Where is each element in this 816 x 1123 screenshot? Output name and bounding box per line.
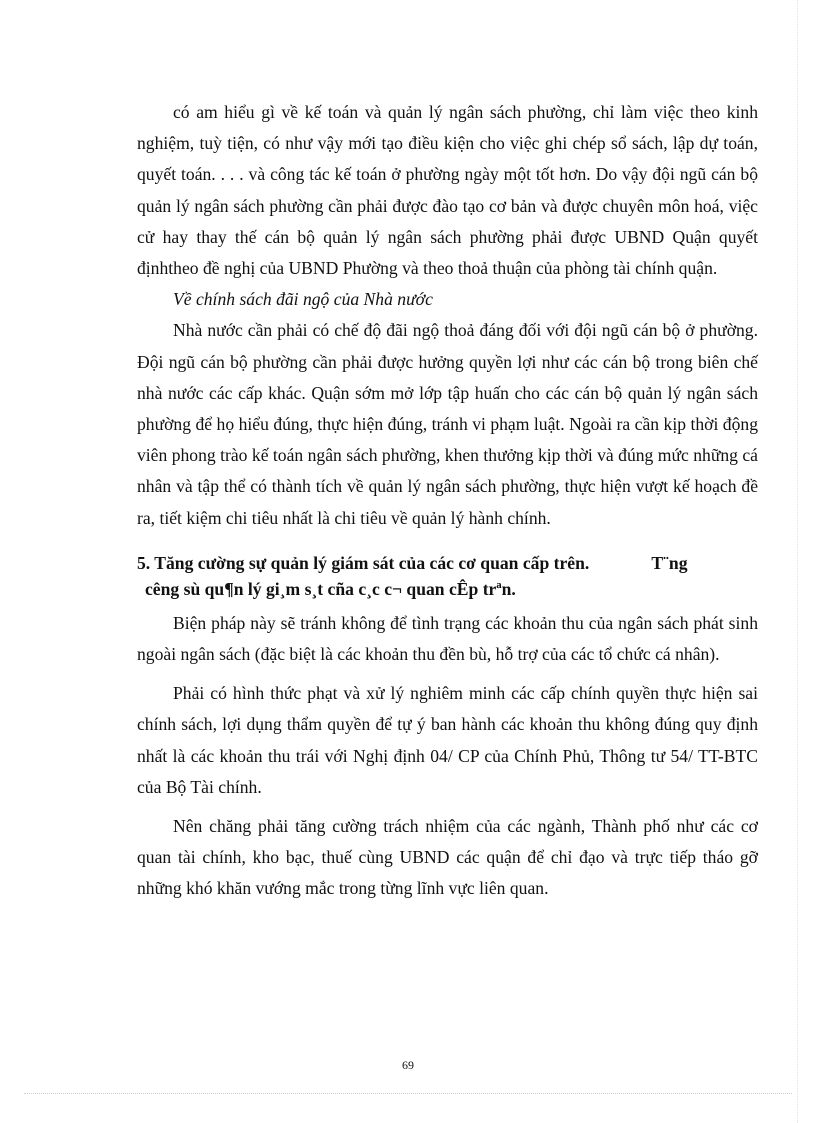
page-edge-divider <box>797 0 798 1123</box>
page-number: 69 <box>402 1058 414 1072</box>
paragraph-cadre-training: có am hiểu gì về kế toán và quản lý ngân sách phường, chỉ làm việc theo kinh nghiệm, tuỳ tiện, có như vậy mới tạo điều kiện cho việc ghi chép sổ sách, lập dự toán, quyết toán. . . . và công tác kế toán ở phường ngày một tốt hơn. Do vậy đội ngũ cán bộ quản lý ngân sách phường cần phải được đào tạo cơ bản và được chuyên môn hoá, việc cử hay thay thế cán bộ quản lý ngân sách phường phải được UBND Quận quyết địnhtheo đề nghị của UBND Phường và theo thoả thuận của phòng tài chính quận. <box>137 102 758 279</box>
subheading-remuneration-policy: Về chính sách đãi ngộ của Nhà nước <box>173 289 433 310</box>
paragraph-penalties: Phải có hình thức phạt và xử lý nghiêm minh các cấp chính quyền thực hiện sai chính sách, lợi dụng thẩm quyền để tự ý ban hành các khoản thu không đúng quy định nhất là các khoản thu trái với Nghị định 04/ CP của Chính Phủ, Thông tư 54/ TT-BTC của Bộ Tài chính. <box>137 683 758 797</box>
section-heading-title: 5. Tăng cường sự quản lý giám sát của các cơ quan cấp trên. <box>137 552 590 573</box>
paragraph-measure: Biện pháp này sẽ tránh không để tình trạng các khoản thu của ngân sách phát sinh ngoài ngân sách (đặc biệt là các khoản thu đền bù, hỗ trợ của các tổ chức cá nhân). <box>137 612 758 665</box>
page-body <box>137 97 758 905</box>
paragraph-state-remuneration: Nhà nước cần phải có chế độ đãi ngộ thoả đáng đối với đội ngũ cán bộ ở phường. Đội ngũ cán bộ phường cần phải được hưởng quyền lợi như các cán bộ trong biên chế nhà nước các cấp khác. Quận sớm mở lớp tập huấn cho các cán bộ quản lý ngân sách phường để họ hiểu đúng, thực hiện đúng, tránh vi phạm luật. Ngoài ra cần kịp thời động viên phong trào kế toán ngân sách phường, khen thưởng kịp thời và đúng mức những cá nhân và tập thể có thành tích về quản lý ngân sách phường, thực hiện vượt kế hoạch đề ra, tiết kiệm chi tiêu nhất là chi tiêu về quản lý hành chính. <box>137 320 758 528</box>
section-heading-garbled-1: T¨ng <box>651 552 688 573</box>
paragraph-responsibility: Nên chăng phải tăng cường trách nhiệm của các ngành, Thành phố như các cơ quan tài chính, kho bạc, thuế cùng UBND các quận để chỉ đạo và trực tiếp tháo gỡ những khó khăn vướng mắc trong từng lĩnh vực liên quan. <box>137 816 758 899</box>
section-heading-garbled-2: cêng sù qu¶n lý gi¸m s¸t cña c¸c c¬ quan cÊp trªn. <box>145 578 516 599</box>
footer-divider <box>24 1093 792 1094</box>
section-heading-5 <box>137 550 758 602</box>
